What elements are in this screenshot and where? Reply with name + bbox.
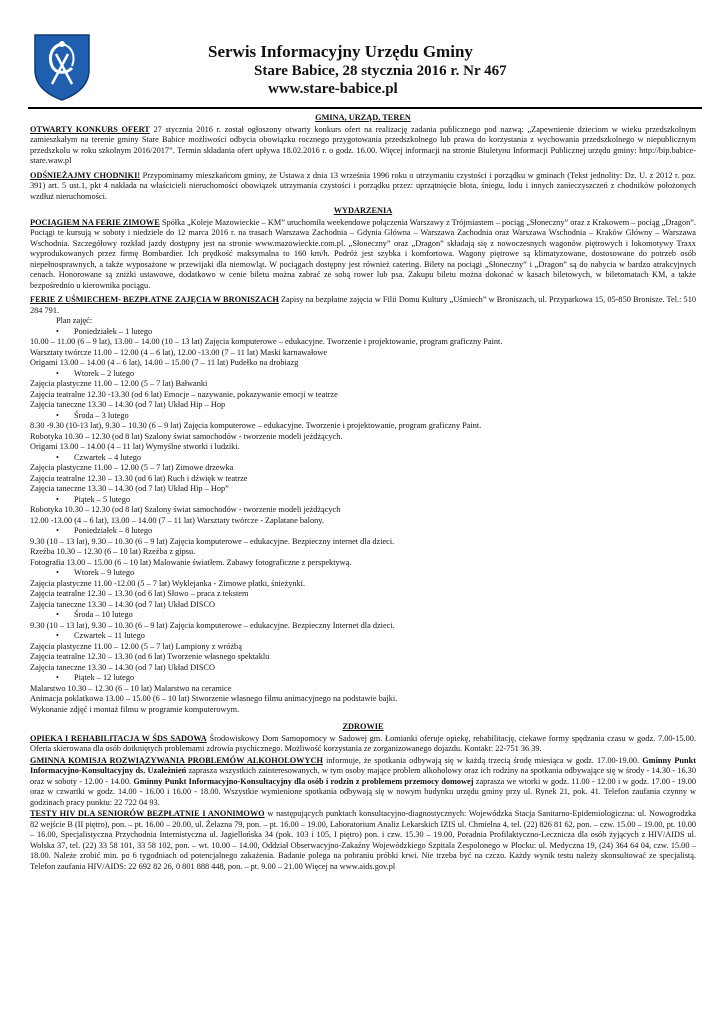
paragraph-text: Przypominamy mieszkańcom gminy, że Ustawa z dnia 13 września 1996 roku o utrzymaniu czystości i porządku w gminach (Tekst jednolity: Dz. U. z 2012 r. poz. 391) art. 5 ust.1, pkt 4 nakłada na właścicieli nieruchomości obowiązek utrzymania czystości i porządku przez: uprzątnięcie błota, śniegu, lodu i innych zanieczyszczeń z chodników położonych wzdłuż nieruchomości. (30, 170, 696, 201)
section-heading-gmina: GMINA, URZĄD, TEREN (315, 113, 411, 122)
paragraph-lead: OPIEKA I REHABILITACJA W ŚDS SADOWA (30, 733, 207, 743)
schedule-line: Robotyka 10.30 – 12.30 (od 8 lat) Szalony świat samochodów - tworzenie modeli jeżdżących (30, 505, 341, 514)
page-header (28, 30, 702, 112)
header-title: Serwis Informacyjny Urzędu Gminy (208, 42, 473, 61)
paragraph-lead: ODŚNIEŻAJMY CHODNIKI! (30, 170, 141, 180)
schedule-line: 9.30 (10 – 13 lat), 9.30 – 10.30 (6 – 9 lat) Zajęcia komputerowe – edukacyjne. Bezpieczny Internet dla dzieci. (30, 620, 395, 630)
schedule-line: Zajęcia teatralne 12.30 -13.30 (od 6 lat) Emocje – nazywanie, pokazywanie emocji w teatrze (30, 389, 338, 399)
paragraph-text: Spółka „Koleje Mazowieckie – KM” uruchomiła weekendowe połączenia Warszawy z Trójmiastem – pociąg „Słoneczny” oraz z Krakowem – pociąg „Dragon”. Pociągi te kursują w soboty i niedziele do 12 marca 2016 r. na trasach Warszawa Zachodnia – Gdynia Główna – Warszawa Zachodnia oraz Warszawa Wschodnia – Kraków Główny – Warszawa Wschodnia. Szczegółowy rozkład jazdy dostępny jest na stronie www.mazowieckie.com.pl. „Słoneczny” oraz „Dragon” składają się z nowoczesnych wagonów piętrowych i lokomotywy Traxx wyprodukowanych przez firmę Bombardier. Ich prędkość maksymalna to 160 km/h. Podróż jest szybka i komfortowa. Wagony piętrowe są klimatyzowane, dostosowane do potrzeb osób niepełnosprawnych, a także wyposażone w przewijaki dla niemowląt. W pociągach dostępny jest również catering. Bilety na pociągi „Słoneczny” i „Dragon” są do nabycia w bardzo atrakcyjnych cenach. Honorowane są zniżki ustawowe, dodatkowo w cenie biletu można zabrać ze sobą rower lub psa. Zakupu biletu można dokonać w kasach biletowych, w biletomatach KM, a także bezpośrednio u kierownika pociągu. (30, 217, 697, 290)
schedule-line: Malarstwo 10.30 – 12.30 (6 – 10 lat) Malarstwo na ceramice (30, 683, 232, 693)
schedule-line: Rzeźba 10.30 – 12.30 (6 – 10 lat) Rzeźba z gipsu. (30, 547, 196, 556)
schedule-line: Zajęcia teatralne 12.30 – 13.30 (od 6 lat) Tworzenie własnego spektaklu (30, 652, 270, 661)
schedule-day: • Piątek – 12 lutego (30, 673, 696, 684)
paragraph-testy-hiv (30, 809, 696, 872)
schedule-line: Fotografia 13.00 – 15.00 (6 – 10 lat) Malowanie światłem. Zabawy fotograficzne z perspektywą. (30, 557, 352, 567)
paragraph-text: zaprasza we wtorki w godz. 11.00 - 12.00 i w godz. 17.00 - 19.00 oraz w czwartki w godz. 14.00 - 16.00 i 16.00 - 18.00. Wszystkie wymienione spotkania odbywają się w nowym budynku urzędu gminy przy ul. Rynek 21, pok. 41. Telefon zaufania czynny w godzinach pracy punktu: 22 722 04 93. (30, 776, 696, 807)
paragraph-komisja (30, 756, 696, 809)
paragraph-text: Zapisy na bezpłatne zajęcia w Filii Domu Kultury „Uśmiech” w Broniszach, ul. Przyparkowa 15, 05-850 Bronisze. Tel.: 510 284 791. (30, 295, 696, 315)
header-url[interactable]: www.stare-babice.pl (268, 81, 398, 97)
schedule-line: Zajęcia plastyczne 11.00 – 12.00 (5 – 7 lat) Zimowe drzewka (30, 463, 234, 472)
schedule-day: • Poniedziałek – 1 lutego (30, 327, 696, 338)
schedule-line: 8.30 -9.30 (10-13 lat), 9.30 – 10.30 (6 – 9 lat) Zajęcia komputerowe – edukacyjne. Tworzenie i projektowanie, program graficzny Paint. (30, 421, 482, 430)
schedule-day: • Poniedziałek – 8 lutego (30, 526, 696, 537)
section-heading-wydarzenia: WYDARZENIA (333, 206, 393, 215)
schedule-day: • Wtorek – 9 lutego (30, 568, 696, 579)
header-subtitle: Stare Babice, 28 stycznia 2016 r. Nr 467 (254, 63, 507, 79)
paragraph-lead: FERIE Z UŚMIECHEM- BEZPŁATNE ZAJĘCIA W BRONISZACH (30, 295, 279, 304)
schedule-day: • Czwartek – 11 lutego (30, 631, 696, 642)
schedule-line: Origami 13.00 – 14.00 (4 – 11 lat) Wymyślne stworki i ludziki. (30, 442, 240, 451)
bulletin-body (30, 111, 696, 876)
paragraph-sds (30, 734, 696, 755)
schedule-line: Zajęcia teatralne 12.30 – 13.30 (od 6 lat) Ruch i dźwięk w teatrze (30, 473, 248, 483)
paragraph-text: zaprasza wszystkich zainteresowanych, w tym osoby mające problem alkoholowy oraz ich rodziny na spotkania odbywające się w środy - 14.30 - 16.30 oraz w soboty - 12.00 - 14.00. (30, 766, 696, 786)
paragraph-lead: TESTY HIV DLA SENIORÓW BEZPŁATNIE I ANONIMOWO (30, 809, 265, 818)
schedule-day: • Czwartek – 4 lutego (30, 453, 696, 464)
paragraph-bold: Gminny Punkt Informacyjno-Konsultacyjny ds. Uzależnień (30, 755, 697, 775)
schedule-line: 12.00 -13.00 (4 – 6 lat), 13.00 – 14.00 (7 – 11 lat) Warsztaty twórcze - Zaplatane balony. (30, 515, 324, 525)
paragraph-text: 27 stycznia 2016 r. został ogłoszony otwarty konkurs ofert na realizację zadania publicznego pod nazwą: „Zapewnienie dzieciom w wieku przedszkolnym zamieszkałym na terenie gminy Stare Babice możliwości odbycia obowiązku rocznego przygotowania przedszkolnego lub prawa do korzystania z wychowania przedszkolnego w niepublicznym przedszkolu w roku szkolnym 2016/2017”. Termin składania ofert upływa 18.02.2016 r. o godz. 16.00. Więcej informacji na stronie Biuletynu Informacji Publicznej urzędu gminy: http://bip.babice-stare.waw.pl (30, 124, 696, 165)
paragraph-text: w następujących punktach konsultacyjno-diagnostycznych: Wojewódzka Stacja Sanitarno-Epidemiologiczna: ul. Nowogrodzka 82 wejście B (II piętro), pon. – pt. 16.00 – 20.00, ul. Żelazna 79, pon. – pt. 16.00 – 19.00, Laboratorium Analiz Lekarskich IZIS ul. Chmielna 4, tel. (22) 826 81 62, pon. – czw. 15.00 – 19.00, pt. 10.00 – 16.00, Specjalistyczna Przychodnia Internistyczna ul. Jagiellońska 34 (pok. 103 i 105, I piętro) pon. i czw. 15.30 – 19.00, Poradnia Profilaktyczno-Lecznicza dla osób żyjących z HIV/AIDS ul. Wolska 37, tel. (22) 33 58 101, 33 58 102, pon. – wt. 10.00 – 14.00, Oddział Obserwacyjno-Zakaźny Wojewódzkiego Szpitala Zespolonego w Płocku: ul. Medyczna 19, (24) 364 64 04, czw. 15.00 – 18.00. Należe zrobić min. po 6 tygodniach od potencjalnego zakażenia. Badanie polega na pobraniu próbki krwi. Nie trzeba być na czczo. Każdy wynik testu należy skonsultować ze specjalistą. Telefon zaufania HIV/AIDS: 22 692 82 26, 0 801 888 448, pon. – pt. 9.00 – 21.00 Więcej na www.aids.gov.pl (30, 809, 696, 871)
schedule-line: Zajęcia taneczne 13.30 – 14.30 (od 7 lat) Układ Hip – Hop” (30, 484, 229, 493)
paragraph-ferie-pociag (30, 218, 696, 292)
paragraph-chodniki (30, 171, 696, 203)
paragraph-bold: Gminny Punkt Informacyjno-Konsultacyjny dla osób i rodzin z problemem przemocy domowej (133, 776, 474, 786)
paragraph-lead: OTWARTY KONKURS OFERT (30, 124, 150, 134)
schedule-line: Warsztaty twórcze 11.00 – 12.00 (4 – 6 lat), 12.00 -13.00 (7 – 11 lat) Maski karnawałowe (30, 347, 328, 357)
schedule-list (30, 327, 696, 716)
schedule-line: Zajęcia taneczne 13.30 – 14.30 (od 7 lat) Układ DISCO (30, 662, 216, 672)
schedule-day: • Piątek – 5 lutego (30, 495, 696, 506)
paragraph-text: informuje, że spotkania odbywają się w każdą trzecią środę miesiąca w godz. 17.00-19.00. (322, 755, 643, 765)
schedule-line: 10.00 – 11.00 (6 – 9 lat), 13.00 – 14.00 (10 – 13 lat) Zajęcia komputerowe – edukacyjne. Tworzenie i projektowanie, program graficzny Paint. (30, 337, 503, 346)
schedule-line: Robotyka 10.30 – 12.30 (od 8 lat) Szalony świat samochodów - tworzenie modeli jeżdżących. (30, 431, 343, 441)
paragraph-lead: GMINNA KOMISJA ROZWIĄZYWANIA PROBLEMÓW ALKOHOLOWYCH (30, 755, 323, 765)
schedule-line: Zajęcia taneczne 13.30 – 14.30 (od 7 lat) Układ DISCO (30, 599, 216, 609)
schedule-line: 9.30 (10 – 13 lat), 9.30 – 10.30 (6 – 9 lat) Zajęcia komputerowe – edukacyjne. Bezpieczny internet dla dzieci. (30, 536, 395, 546)
schedule-line: Zajęcia teatralne 12.30 – 13.30 (od 6 lat) Słowo – praca z tekstem (30, 589, 249, 598)
header-rule (28, 107, 702, 109)
schedule-line: Origami 13.00 – 14.00 (4 – 6 lat), 14.00 – 15.00 (7 – 11 lat) Pudełko na drobiazg (30, 358, 299, 367)
paragraph-konkurs (30, 125, 696, 167)
paragraph-text: Środowiskowy Dom Samopomocy w Sadowej gm. Łomianki oferuje opiekę, rehabilitację, ciekawe formy spędzania czasu w godz. 7.00-15.00. Oferta skierowana dla osób dotkniętych problemami zdrowia psychicznego. Możliwość korzystania ze zorganizowanego dojazdu. Kontakt: 22-751 36 39. (30, 733, 696, 753)
paragraph-lead: POCIĄGIEM NA FERIE ZIMOWE (30, 217, 160, 227)
schedule-day: • Wtorek – 2 lutego (30, 369, 696, 380)
schedule-line: Wykonanie zdjęć i montaż filmu w programie komputerowym. (30, 704, 240, 714)
coat-of-arms-icon (32, 32, 92, 102)
section-heading-zdrowie: ZDROWIE (342, 722, 384, 731)
schedule-line: Zajęcia taneczne 13.30 – 14.30 (od 7 lat) Układ Hip – Hop (30, 400, 226, 409)
schedule-day: • Środa – 10 lutego (30, 610, 696, 621)
schedule-line: Zajęcia plastyczne 11.00 -12.00 (5 – 7 lat) Wyklejanka - Zimowe płatki, śnieżynki. (30, 578, 306, 588)
paragraph-ferie-usmiech (30, 295, 696, 316)
schedule-day: • Środa – 3 lutego (30, 411, 696, 422)
plan-label: Plan zajęć: (56, 316, 93, 325)
schedule-line: Animacja poklatkowa 13.00 – 15.00 (6 – 10 lat) Stworzenie własnego filmu animacyjnego na podstawie bajki. (30, 694, 398, 703)
schedule-line: Zajęcia plastyczne 11.00 – 12.00 (5 – 7 lat) Bałwanki (30, 379, 208, 388)
schedule-line: Zajęcia plastyczne 11.00 – 12.00 (5 – 7 lat) Lampiony z wróżbą (30, 641, 242, 651)
